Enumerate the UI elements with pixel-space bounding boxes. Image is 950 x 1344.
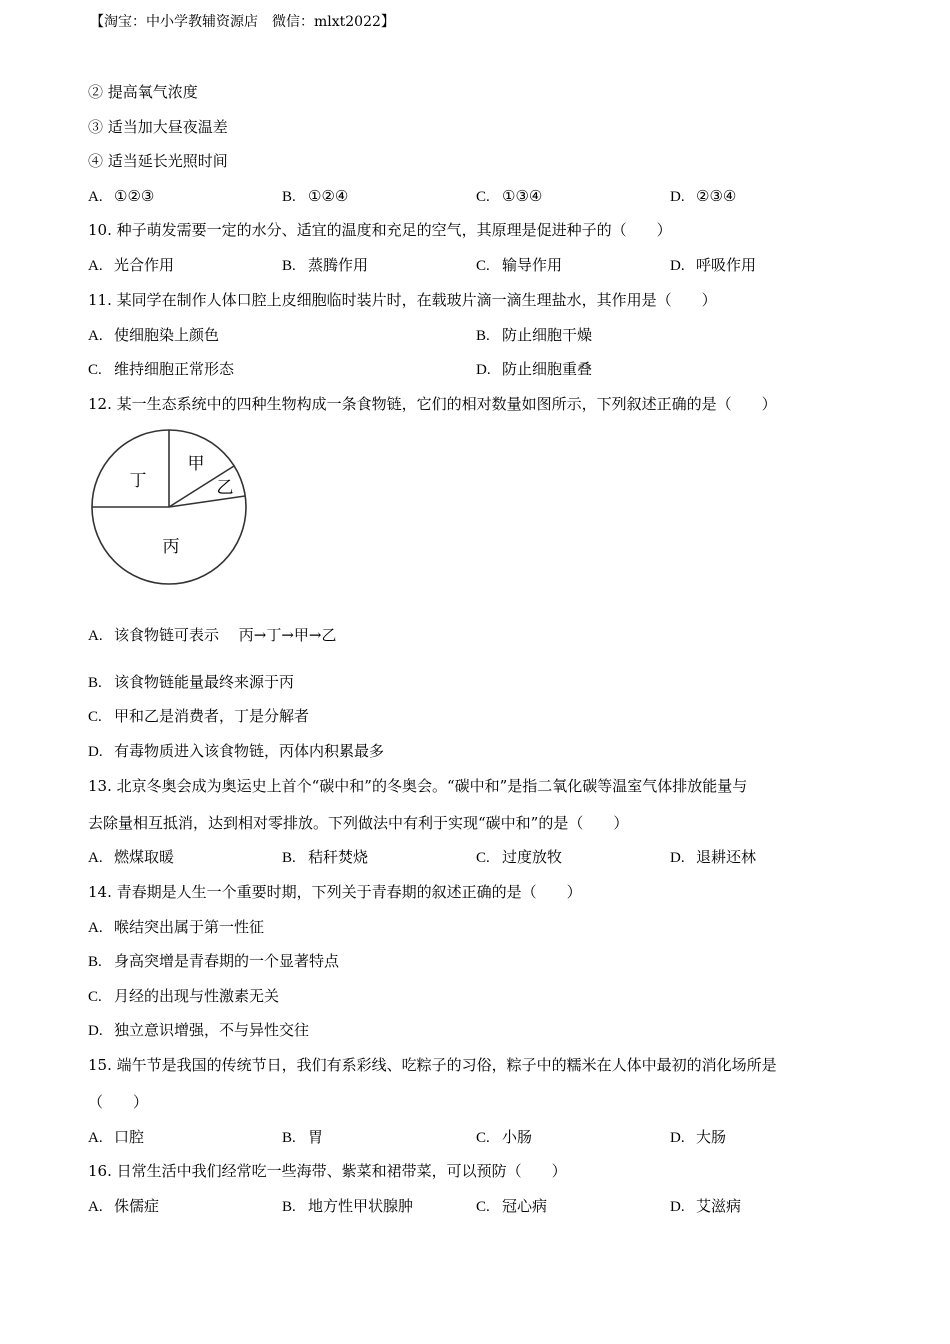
option-letter: D. <box>88 744 103 760</box>
q13-stem-line-1: 13. 北京冬奥会成为奥运史上首个“碳中和”的冬奥会。“碳中和”是指二氧化碳等温室气体排放能量与 <box>88 777 748 795</box>
option-letter: D. <box>670 1130 685 1146</box>
option-letter: B. <box>282 258 296 274</box>
option-text: 退耕还林 <box>696 848 757 866</box>
q16-option-d <box>670 1196 741 1217</box>
option-text: 燃煤取暖 <box>114 848 175 866</box>
q14-stem: 14. 青春期是人生一个重要时期，下列关于青春期的叙述正确的是（ ） <box>88 883 582 901</box>
option-letter: C. <box>476 1199 490 1215</box>
option-letter: D. <box>670 1199 685 1215</box>
q15-option-b <box>282 1127 323 1148</box>
q14-option-c <box>88 986 279 1007</box>
option-text: 该食物链可表示 丙→丁→甲→乙 <box>114 626 337 644</box>
option-text: 口腔 <box>114 1128 145 1146</box>
q12-option-b <box>88 672 294 693</box>
option-text: 过度放牧 <box>502 848 563 866</box>
option-text: 呼吸作用 <box>696 256 757 274</box>
option-text: ②③④ <box>696 187 737 205</box>
q11-option-c <box>88 359 234 380</box>
option-letter: A. <box>88 328 103 344</box>
option-letter: B. <box>88 675 102 691</box>
q14-option-b <box>88 951 339 972</box>
q13-option-d <box>670 847 756 868</box>
q11-option-b <box>476 325 592 346</box>
q16-option-b <box>282 1196 413 1217</box>
option-letter: B. <box>282 1199 296 1215</box>
option-text: 冠心病 <box>502 1197 548 1215</box>
option-letter: A. <box>88 189 103 205</box>
option-text: 秸秆焚烧 <box>308 848 369 866</box>
q15-option-d <box>670 1127 726 1148</box>
option-letter: A. <box>88 850 103 866</box>
option-letter: B. <box>282 189 296 205</box>
option-letter: A. <box>88 1130 103 1146</box>
option-text: 侏儒症 <box>114 1197 160 1215</box>
option-text: 身高突增是青春期的一个显著特点 <box>114 952 340 970</box>
option-letter: A. <box>88 1199 103 1215</box>
option-letter: C. <box>476 258 490 274</box>
option-letter: A. <box>88 628 103 644</box>
option-letter: D. <box>670 258 685 274</box>
option-text: 月经的出现与性激素无关 <box>114 987 280 1005</box>
option-text: 光合作用 <box>114 256 175 274</box>
q13-stem-line-2: 去除量相互抵消，达到相对零排放。下列做法中有利于实现“碳中和”的是（ ） <box>88 814 629 832</box>
q10-option-b <box>282 255 368 276</box>
option-letter: D. <box>88 1023 103 1039</box>
option-letter: C. <box>88 362 102 378</box>
q9-option-c <box>476 186 542 207</box>
option-text: 维持细胞正常形态 <box>114 360 235 378</box>
q11-stem: 11. 某同学在制作人体口腔上皮细胞临时装片时，在载玻片滴一滴生理盐水，其作用是（ ） <box>88 291 717 309</box>
q10-stem: 10. 种子萌发需要一定的水分、适宜的温度和充足的空气，其原理是促进种子的（ ） <box>88 221 672 239</box>
q11-option-a <box>88 325 219 346</box>
option-letter: C. <box>476 850 490 866</box>
option-letter: C. <box>476 189 490 205</box>
option-text: 有毒物质进入该食物链，丙体内积累最多 <box>114 742 385 760</box>
option-letter: B. <box>282 1130 296 1146</box>
option-text: 该食物链能量最终来源于丙 <box>114 673 295 691</box>
pie-label-yi: 乙 <box>216 478 234 498</box>
q10-option-a <box>88 255 174 276</box>
q9-option-a <box>88 186 154 207</box>
q13-option-b <box>282 847 368 868</box>
pie-label-bing: 丙 <box>162 537 180 557</box>
q14-option-d <box>88 1020 309 1041</box>
q16-stem: 16. 日常生活中我们经常吃一些海带、紫菜和裙带菜，可以预防（ ） <box>88 1162 567 1180</box>
q15-option-a <box>88 1127 144 1148</box>
q11-option-d <box>476 359 592 380</box>
q9-option-b <box>282 186 348 207</box>
q16-option-a <box>88 1196 159 1217</box>
q15-stem-line-1: 15. 端午节是我国的传统节日，我们有系彩线、吃粽子的习俗，粽子中的糯米在人体中最初的消化场所是 <box>88 1056 777 1074</box>
option-text: 艾滋病 <box>696 1197 742 1215</box>
pie-label-jia: 甲 <box>187 454 205 474</box>
q12-option-d <box>88 741 384 762</box>
option-letter: B. <box>282 850 296 866</box>
q9-option-d <box>670 186 736 207</box>
q9-item-2: ② 提高氧气浓度 <box>88 83 198 101</box>
page-header: 【淘宝：中小学教辅资源店 微信：mlxt2022】 <box>90 14 395 30</box>
option-text: 防止细胞重叠 <box>502 360 593 378</box>
option-text: ①②③ <box>114 187 155 205</box>
q13-option-a <box>88 847 174 868</box>
option-text: 输导作用 <box>502 256 563 274</box>
pie-label-ding: 丁 <box>129 471 147 491</box>
option-text: 大肠 <box>696 1128 727 1146</box>
option-text: 喉结突出属于第一性征 <box>114 918 265 936</box>
q9-item-3: ③ 适当加大昼夜温差 <box>88 118 228 136</box>
option-letter: D. <box>670 189 685 205</box>
option-text: 甲和乙是消费者，丁是分解者 <box>114 707 310 725</box>
q14-option-a <box>88 917 264 938</box>
q15-stem-line-2: （ ） <box>88 1093 149 1111</box>
option-text: 防止细胞干燥 <box>502 326 593 344</box>
q12-option-c <box>88 706 309 727</box>
option-letter: B. <box>88 954 102 970</box>
option-letter: A. <box>88 258 103 274</box>
q16-option-c <box>476 1196 547 1217</box>
option-text: 蒸腾作用 <box>308 256 369 274</box>
q12-stem: 12. 某一生态系统中的四种生物构成一条食物链，它们的相对数量如图所示，下列叙述正确的是（ ） <box>88 395 777 413</box>
q10-option-c <box>476 255 562 276</box>
option-text: ①③④ <box>502 187 543 205</box>
option-text: 地方性甲状腺肿 <box>308 1197 414 1215</box>
food-chain-pie-figure <box>84 422 254 592</box>
option-letter: D. <box>476 362 491 378</box>
option-letter: C. <box>88 989 102 1005</box>
option-text: 使细胞染上颜色 <box>114 326 220 344</box>
option-letter: B. <box>476 328 490 344</box>
q9-item-4: ④ 适当延长光照时间 <box>88 152 228 170</box>
option-letter: C. <box>88 709 102 725</box>
option-letter: A. <box>88 920 103 936</box>
q10-option-d <box>670 255 756 276</box>
option-text: ①②④ <box>308 187 349 205</box>
option-text: 独立意识增强，不与异性交往 <box>114 1021 310 1039</box>
option-text: 小肠 <box>502 1128 533 1146</box>
q13-option-c <box>476 847 562 868</box>
option-letter: C. <box>476 1130 490 1146</box>
q12-option-a <box>88 625 336 646</box>
q15-option-c <box>476 1127 532 1148</box>
option-text: 胃 <box>308 1128 324 1146</box>
option-letter: D. <box>670 850 685 866</box>
